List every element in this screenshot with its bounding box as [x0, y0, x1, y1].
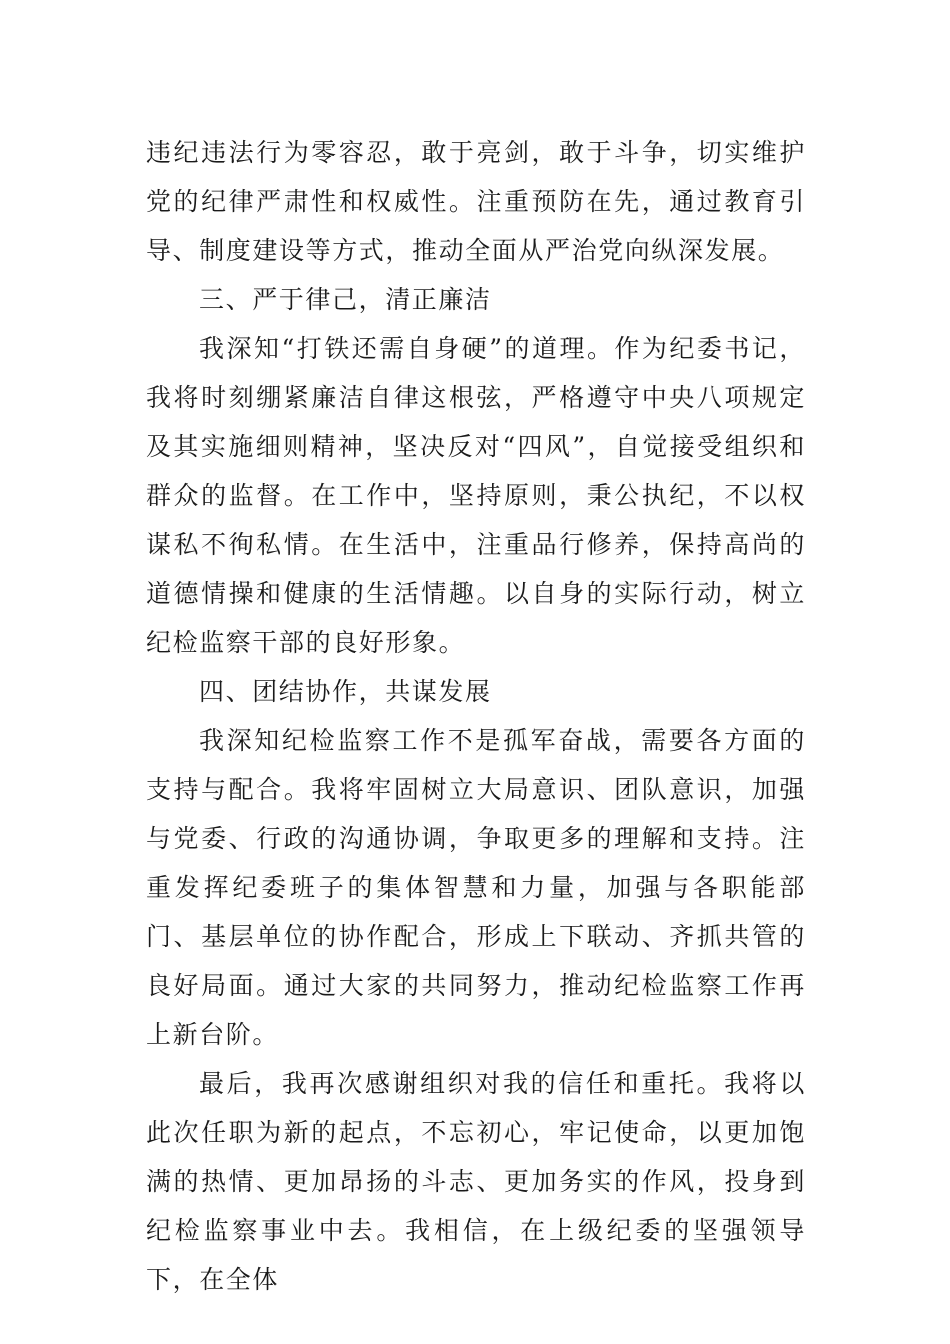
section-heading-4: 四、团结协作，共谋发展	[199, 677, 492, 706]
paragraph-teamwork: 我深知纪检监察工作不是孤军奋战，需要各方面的支持与配合。我将牢固树立大局意识、团队意识，加强与党委、行政的沟通协调，争取更多的理解和支持。注重发挥纪委班子的集体智慧和力量，加强与各职能部门、基层单位的协作配合，形成上下联动、齐抓共管的良好局面。通过大家的共同努力，推动纪检监察工作再上新台阶。	[146, 726, 806, 1049]
document-page	[146, 128, 806, 1304]
section-heading-3: 三、严于律己，清正廉洁	[199, 285, 492, 314]
paragraph-continuation: 违纪违法行为零容忍，敢于亮剑，敢于斗争，切实维护党的纪律严肃性和权威性。注重预防在先，通过教育引导、制度建设等方式，推动全面从严治党向纵深发展。	[146, 138, 806, 265]
paragraph-self-discipline: 我深知“打铁还需自身硬”的道理。作为纪委书记，我将时刻绷紧廉洁自律这根弦，严格遵守中央八项规定及其实施细则精神，坚决反对“四风”，自觉接受组织和群众的监督。在工作中，坚持原则，秉公执纪，不以权谋私不徇私情。在生活中，注重品行修养，保持高尚的道德情操和健康的生活情趣。以自身的实际行动，树立纪检监察干部的良好形象。	[146, 334, 806, 657]
paragraph-closing: 最后，我再次感谢组织对我的信任和重托。我将以此次任职为新的起点，不忘初心，牢记使命，以更加饱满的热情、更加昂扬的斗志、更加务实的作风，投身到纪检监察事业中去。我相信，在上级纪委的坚强领导下，在全体	[146, 1069, 806, 1294]
